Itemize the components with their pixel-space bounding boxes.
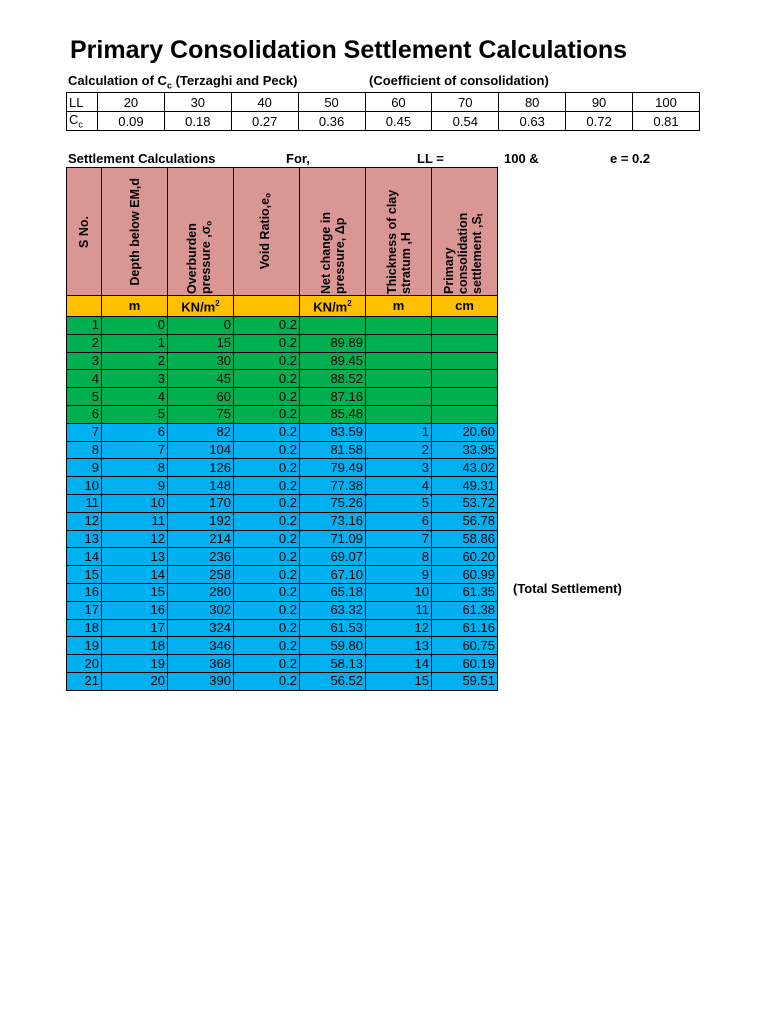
void-cell[interactable]: 0.2: [234, 619, 300, 637]
overburden-cell[interactable]: 192: [168, 512, 234, 530]
void-cell[interactable]: 0.2: [234, 370, 300, 388]
thickness-cell[interactable]: 2: [366, 441, 432, 459]
settlement-cell[interactable]: 60.19: [432, 655, 498, 673]
sno-cell[interactable]: 9: [67, 459, 102, 477]
cc-table-ll-row: [67, 93, 700, 112]
netchange-cell[interactable]: 63.32: [300, 601, 366, 619]
netchange-cell[interactable]: 87.16: [300, 388, 366, 406]
settlement-cell[interactable]: 58.86: [432, 530, 498, 548]
depth-cell[interactable]: 12: [102, 530, 168, 548]
settlement-cell[interactable]: 61.35: [432, 583, 498, 601]
settlement-cell[interactable]: 33.95: [432, 441, 498, 459]
cc-cell[interactable]: 0.63: [499, 112, 566, 131]
depth-cell[interactable]: 17: [102, 619, 168, 637]
netchange-cell[interactable]: 67.10: [300, 566, 366, 584]
unit-overburden-text: KN/m: [181, 299, 216, 315]
void-cell[interactable]: 0.2: [234, 441, 300, 459]
sno-cell[interactable]: 15: [67, 566, 102, 584]
sno-cell[interactable]: 21: [67, 672, 102, 690]
depth-cell[interactable]: 13: [102, 548, 168, 566]
overburden-cell[interactable]: 104: [168, 441, 234, 459]
table-row: [67, 370, 498, 388]
cc-cell[interactable]: 0.18: [164, 112, 231, 131]
unit-netchange-text: KN/m: [313, 299, 348, 315]
header-void[interactable]: [234, 168, 300, 296]
table-row: [67, 583, 498, 601]
settlement-cell[interactable]: 20.60: [432, 423, 498, 441]
overburden-cell[interactable]: 15: [168, 334, 234, 352]
depth-cell[interactable]: 1: [102, 334, 168, 352]
cc-label-suffix: (Terzaghi and Peck): [171, 73, 298, 88]
overburden-cell[interactable]: 346: [168, 637, 234, 655]
settlement-table: [66, 167, 498, 691]
sno-cell[interactable]: 12: [67, 512, 102, 530]
overburden-cell[interactable]: 324: [168, 619, 234, 637]
depth-cell[interactable]: 6: [102, 423, 168, 441]
coef-label: (Coefficient of consolidation): [369, 73, 549, 88]
thickness-cell[interactable]: 12: [366, 619, 432, 637]
settlement-cell[interactable]: [432, 405, 498, 423]
header-void-text: [258, 193, 276, 269]
netchange-cell[interactable]: 81.58: [300, 441, 366, 459]
table-row: [67, 459, 498, 477]
header-overburden-main: Overburden pressure ,σ: [184, 222, 213, 294]
netchange-cell[interactable]: 58.13: [300, 655, 366, 673]
void-cell[interactable]: 0.2: [234, 601, 300, 619]
cc-label-prefix: Calculation of C: [68, 73, 167, 88]
settlement-cell[interactable]: 61.16: [432, 619, 498, 637]
netchange-cell[interactable]: 61.53: [300, 619, 366, 637]
netchange-cell[interactable]: 89.89: [300, 334, 366, 352]
thickness-cell[interactable]: 7: [366, 530, 432, 548]
netchange-cell[interactable]: 89.45: [300, 352, 366, 370]
overburden-cell[interactable]: 390: [168, 672, 234, 690]
table-row: [67, 494, 498, 512]
page-title: Primary Consolidation Settlement Calculations: [70, 36, 628, 64]
void-cell[interactable]: 0.2: [234, 566, 300, 584]
depth-cell[interactable]: 8: [102, 459, 168, 477]
sno-cell[interactable]: 3: [67, 352, 102, 370]
sno-cell[interactable]: 2: [67, 334, 102, 352]
settlement-cell[interactable]: 43.02: [432, 459, 498, 477]
cc-section-label: [68, 73, 297, 91]
settlement-label: Settlement Calculations: [68, 151, 216, 166]
void-cell[interactable]: 0.2: [234, 477, 300, 495]
table-row: [67, 637, 498, 655]
ll-cell[interactable]: 20: [98, 93, 165, 112]
depth-cell[interactable]: 11: [102, 512, 168, 530]
table-row: [67, 655, 498, 673]
overburden-cell[interactable]: 30: [168, 352, 234, 370]
cc-cell[interactable]: 0.27: [231, 112, 298, 131]
sno-cell[interactable]: 20: [67, 655, 102, 673]
void-cell[interactable]: 0.2: [234, 317, 300, 335]
cc-row-label-sub: c: [78, 119, 83, 130]
sno-cell[interactable]: 19: [67, 637, 102, 655]
netchange-cell[interactable]: 56.52: [300, 672, 366, 690]
thickness-cell[interactable]: 4: [366, 477, 432, 495]
netchange-cell[interactable]: 88.52: [300, 370, 366, 388]
settlement-cell[interactable]: [432, 370, 498, 388]
thickness-cell[interactable]: 3: [366, 459, 432, 477]
void-cell[interactable]: 0.2: [234, 494, 300, 512]
header-primary-main: Primary consolidation settlement ,S: [441, 212, 484, 294]
void-cell[interactable]: 0.2: [234, 388, 300, 406]
overburden-cell[interactable]: 148: [168, 477, 234, 495]
ll-cell[interactable]: 80: [499, 93, 566, 112]
table-row: [67, 548, 498, 566]
header-depth[interactable]: [102, 168, 168, 296]
header-primary-sub: t: [475, 213, 485, 216]
unit-primary[interactable]: cm: [432, 296, 498, 317]
cc-table: [66, 92, 700, 131]
ll-value: 100 &: [504, 151, 539, 166]
sno-cell[interactable]: 7: [67, 423, 102, 441]
thickness-cell[interactable]: 6: [366, 512, 432, 530]
settlement-cell[interactable]: [432, 352, 498, 370]
thickness-cell[interactable]: 14: [366, 655, 432, 673]
depth-cell[interactable]: 15: [102, 583, 168, 601]
table-row: [67, 530, 498, 548]
netchange-cell[interactable]: 83.59: [300, 423, 366, 441]
sno-cell[interactable]: 10: [67, 477, 102, 495]
total-settlement-label: (Total Settlement): [513, 581, 622, 596]
unit-thickness[interactable]: m: [366, 296, 432, 317]
ll-label: LL =: [417, 151, 444, 166]
overburden-cell[interactable]: 368: [168, 655, 234, 673]
settlement-cell[interactable]: 56.78: [432, 512, 498, 530]
thickness-cell[interactable]: [366, 352, 432, 370]
cc-cell[interactable]: 0.45: [365, 112, 432, 131]
sno-cell[interactable]: 4: [67, 370, 102, 388]
settlement-cell[interactable]: 60.75: [432, 637, 498, 655]
sno-cell[interactable]: 11: [67, 494, 102, 512]
header-overburden-sub: o: [204, 220, 214, 226]
table-row: [67, 423, 498, 441]
sno-cell[interactable]: 6: [67, 405, 102, 423]
unit-void[interactable]: [234, 296, 300, 317]
table-row: [67, 334, 498, 352]
ll-row-label[interactable]: LL: [67, 93, 98, 112]
cc-cell[interactable]: 0.36: [298, 112, 365, 131]
depth-cell[interactable]: 3: [102, 370, 168, 388]
overburden-cell[interactable]: 170: [168, 494, 234, 512]
e-label: e = 0.2: [610, 151, 651, 166]
sno-cell[interactable]: 18: [67, 619, 102, 637]
void-cell[interactable]: 0.2: [234, 459, 300, 477]
sno-cell[interactable]: 13: [67, 530, 102, 548]
table-row: [67, 405, 498, 423]
depth-cell[interactable]: 0: [102, 317, 168, 335]
thickness-cell[interactable]: 13: [366, 637, 432, 655]
cc-cell[interactable]: 0.72: [566, 112, 633, 131]
ll-cell[interactable]: 30: [164, 93, 231, 112]
overburden-cell[interactable]: 302: [168, 601, 234, 619]
sno-cell[interactable]: 8: [67, 441, 102, 459]
ll-cell[interactable]: 100: [633, 93, 700, 112]
overburden-cell[interactable]: 258: [168, 566, 234, 584]
settlement-cell[interactable]: 53.72: [432, 494, 498, 512]
table-row: [67, 512, 498, 530]
table-row: [67, 388, 498, 406]
depth-cell[interactable]: 20: [102, 672, 168, 690]
void-cell[interactable]: 0.2: [234, 512, 300, 530]
netchange-cell[interactable]: 73.16: [300, 512, 366, 530]
table-row: [67, 601, 498, 619]
netchange-cell[interactable]: 85.48: [300, 405, 366, 423]
void-cell[interactable]: 0.2: [234, 583, 300, 601]
depth-cell[interactable]: 5: [102, 405, 168, 423]
thickness-cell[interactable]: [366, 370, 432, 388]
settlement-cell[interactable]: 59.51: [432, 672, 498, 690]
header-row: [67, 168, 498, 296]
settlement-cell[interactable]: [432, 334, 498, 352]
cc-label-sub: c: [166, 80, 172, 91]
netchange-cell[interactable]: 65.18: [300, 583, 366, 601]
ll-cell[interactable]: 70: [432, 93, 499, 112]
settlement-cell[interactable]: [432, 317, 498, 335]
thickness-cell[interactable]: 15: [366, 672, 432, 690]
settlement-cell[interactable]: 61.38: [432, 601, 498, 619]
thickness-cell[interactable]: [366, 405, 432, 423]
void-cell[interactable]: 0.2: [234, 530, 300, 548]
thickness-cell[interactable]: [366, 388, 432, 406]
unit-netchange[interactable]: [300, 296, 366, 317]
thickness-cell[interactable]: 1: [366, 423, 432, 441]
cc-row-label[interactable]: [67, 112, 98, 131]
header-primary-text: [442, 170, 488, 294]
unit-overburden[interactable]: [168, 296, 234, 317]
table-row: [67, 566, 498, 584]
cc-cell[interactable]: 0.09: [98, 112, 165, 131]
overburden-cell[interactable]: 214: [168, 530, 234, 548]
void-cell[interactable]: 0.2: [234, 637, 300, 655]
thickness-cell[interactable]: [366, 317, 432, 335]
depth-cell[interactable]: 16: [102, 601, 168, 619]
sno-cell[interactable]: 5: [67, 388, 102, 406]
unit-row: [67, 296, 498, 317]
void-cell[interactable]: 0.2: [234, 334, 300, 352]
netchange-cell[interactable]: 71.09: [300, 530, 366, 548]
depth-cell[interactable]: 9: [102, 477, 168, 495]
depth-cell[interactable]: 7: [102, 441, 168, 459]
unit-sno[interactable]: [67, 296, 102, 317]
header-void-sub: o: [263, 193, 273, 199]
void-cell[interactable]: 0.2: [234, 672, 300, 690]
header-primary[interactable]: [432, 168, 498, 296]
table-row: [67, 441, 498, 459]
thickness-cell[interactable]: 8: [366, 548, 432, 566]
header-void-main: Void Ratio,e: [257, 198, 272, 270]
void-cell[interactable]: 0.2: [234, 405, 300, 423]
overburden-cell[interactable]: 126: [168, 459, 234, 477]
header-thickness-text: Thickness of clay stratum ,H: [384, 189, 413, 294]
sno-cell[interactable]: 14: [67, 548, 102, 566]
depth-cell[interactable]: 19: [102, 655, 168, 673]
table-row: [67, 352, 498, 370]
ll-cell[interactable]: 90: [566, 93, 633, 112]
thickness-cell[interactable]: 5: [366, 494, 432, 512]
table-row: [67, 619, 498, 637]
unit-overburden-sup: 2: [215, 299, 220, 309]
unit-netchange-sup: 2: [347, 299, 352, 309]
overburden-cell[interactable]: 280: [168, 583, 234, 601]
netchange-cell[interactable]: 77.38: [300, 477, 366, 495]
sno-cell[interactable]: 16: [67, 583, 102, 601]
table-row: [67, 477, 498, 495]
overburden-cell[interactable]: 82: [168, 423, 234, 441]
thickness-cell[interactable]: [366, 334, 432, 352]
netchange-cell[interactable]: [300, 317, 366, 335]
cc-cell[interactable]: 0.81: [633, 112, 700, 131]
ll-cell[interactable]: 60: [365, 93, 432, 112]
netchange-cell[interactable]: 75.26: [300, 494, 366, 512]
header-thickness[interactable]: [366, 168, 432, 296]
sno-cell[interactable]: 17: [67, 601, 102, 619]
netchange-cell[interactable]: 79.49: [300, 459, 366, 477]
sno-cell[interactable]: 1: [67, 317, 102, 335]
header-sno-text: S No.: [77, 215, 91, 248]
table-row: [67, 672, 498, 690]
unit-depth[interactable]: m: [102, 296, 168, 317]
void-cell[interactable]: 0.2: [234, 352, 300, 370]
overburden-cell[interactable]: 45: [168, 370, 234, 388]
overburden-cell[interactable]: 60: [168, 388, 234, 406]
cc-table-cc-row: [67, 112, 700, 131]
settlement-cell[interactable]: 49.31: [432, 477, 498, 495]
depth-cell[interactable]: 10: [102, 494, 168, 512]
depth-cell[interactable]: 14: [102, 566, 168, 584]
void-cell[interactable]: 0.2: [234, 423, 300, 441]
overburden-cell[interactable]: 236: [168, 548, 234, 566]
thickness-cell[interactable]: 11: [366, 601, 432, 619]
overburden-cell[interactable]: 0: [168, 317, 234, 335]
table-row: [67, 317, 498, 335]
ll-cell[interactable]: 40: [231, 93, 298, 112]
depth-cell[interactable]: 18: [102, 637, 168, 655]
netchange-cell[interactable]: 69.07: [300, 548, 366, 566]
header-depth-text: Depth below EM,d: [127, 177, 142, 286]
header-overburden-text: [185, 170, 217, 294]
header-netchange-text: Net change in pressure, Δp: [318, 211, 347, 294]
settlement-cell[interactable]: [432, 388, 498, 406]
cc-row-label-main: C: [69, 112, 79, 128]
header-overburden[interactable]: [168, 168, 234, 296]
settlement-cell[interactable]: 60.99: [432, 566, 498, 584]
settlement-cell[interactable]: 60.20: [432, 548, 498, 566]
header-sno[interactable]: [67, 168, 102, 296]
netchange-cell[interactable]: 59.80: [300, 637, 366, 655]
ll-cell[interactable]: 50: [298, 93, 365, 112]
thickness-cell[interactable]: 9: [366, 566, 432, 584]
overburden-cell[interactable]: 75: [168, 405, 234, 423]
thickness-cell[interactable]: 10: [366, 583, 432, 601]
depth-cell[interactable]: 2: [102, 352, 168, 370]
depth-cell[interactable]: 4: [102, 388, 168, 406]
header-netchange[interactable]: [300, 168, 366, 296]
void-cell[interactable]: 0.2: [234, 548, 300, 566]
cc-cell[interactable]: 0.54: [432, 112, 499, 131]
for-label: For,: [286, 151, 310, 166]
data-rows: [67, 317, 498, 691]
void-cell[interactable]: 0.2: [234, 655, 300, 673]
